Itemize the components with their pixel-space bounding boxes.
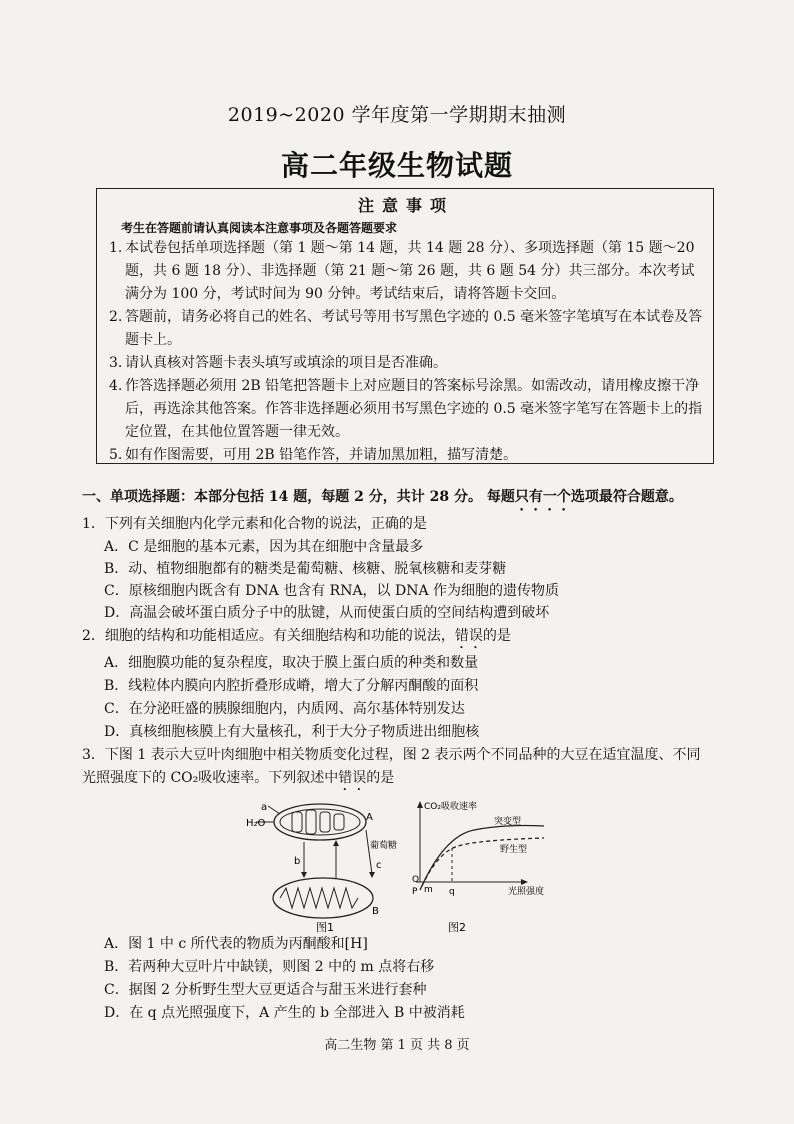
question-3-stem-part: 光照强度下的 CO₂吸收速率。下列叙述中: [82, 770, 339, 786]
question-3-stem-line2: [82, 768, 722, 794]
question-2-option-b: B．线粒体内膜向内腔折叠形成嵴，增大了分解丙酮酸的面积: [104, 678, 479, 694]
notice-item-number: 2.: [109, 309, 123, 325]
notice-title: 注意事项: [357, 196, 454, 215]
figure-1-caption: 图1: [316, 921, 334, 934]
notice-item: [109, 306, 703, 352]
exam-title-line1: 2019~2020 学年度第一学期期末抽测: [227, 104, 567, 126]
notice-subtitle: 考生在答题前请认真阅读本注意事项及各题答题要求: [121, 221, 398, 235]
question-1-option-c: C．原核细胞内既含有 DNA 也含有 RNA，以 DNA 作为细胞的遗传物质: [104, 583, 560, 599]
question-3-stem-part: 的是: [366, 770, 395, 786]
question-3-option-d: D．在 q 点光照强度下，A 产生的 b 全部进入 B 中被消耗: [104, 1005, 465, 1021]
notice-item-number: 5.: [109, 447, 123, 463]
section-heading: [82, 486, 683, 514]
notice-item-text: 如有作图需要，可用 2B 铅笔作答，并请加黑加粗，描写清楚。: [125, 447, 518, 463]
figure-1-label-A: A: [366, 812, 373, 823]
notice-item-number: 3.: [109, 355, 123, 371]
question-1-stem: 1．下列有关细胞内化学元素和化合物的说法，正确的是: [82, 516, 427, 532]
question-2-stem: [82, 626, 722, 652]
figure-2-graph: [404, 796, 584, 936]
question-1-option-b: B．动、植物细胞都有的糖类是葡萄糖、核糖、脱氧核糖和麦芽糖: [104, 561, 507, 577]
figure-1-label-c: c: [376, 860, 382, 871]
section-heading-part: 一、单项选择题：本部分包括 14 题，每题 2 分，共计 28 分。 每题: [82, 489, 515, 505]
figure-2-ylabel: CO₂吸收速率: [424, 802, 477, 812]
figure-2-mutant-label: 突变型: [494, 817, 522, 827]
mutant-curve: [420, 826, 544, 891]
question-2-option-d: D．真核细胞核膜上有大量核孔，利于大分子物质进出细胞核: [104, 724, 480, 740]
question-2-option-c: C．在分泌旺盛的胰腺细胞内，内质网、高尔基体特别发达: [104, 701, 465, 717]
figure-1-label-a: a: [261, 802, 268, 813]
notice-item-text: 答题前，请务必将自己的姓名、考试号等用书写黑色字迹的 0.5 毫米签字笔填写在本试卷及答题卡上。: [125, 309, 703, 348]
figure-2-xlabel: 光照强度: [508, 887, 545, 897]
figure-2-point-m: m: [424, 885, 433, 895]
question-3-option-b: B．若两种大豆叶片中缺镁，则图 2 中的 m 点将右移: [104, 959, 435, 975]
figure-1-diagram: [248, 796, 398, 936]
question-2-stem-part: 2．细胞的结构和功能相适应。有关细胞结构和功能的说法，: [82, 628, 455, 644]
figure-2-point-p: P: [412, 887, 418, 897]
mitochondrion-icon: [273, 878, 373, 918]
figure-1-label-b: b: [294, 856, 301, 867]
notice-item-number: 1.: [109, 240, 123, 256]
question-1-option-d: D．高温会破坏蛋白质分子中的肽键，从而使蛋白质的空间结构遭到破坏: [104, 605, 550, 621]
question-2-option-a: A．细胞膜功能的复杂程度，取决于膜上蛋白质的种类和数量: [104, 655, 479, 671]
figure-2-caption: 图2: [448, 921, 466, 934]
question-3-option-c: C．据图 2 分析野生型大豆更适合与甜玉米进行套种: [104, 982, 427, 998]
section-heading-emphasis: 只有一个: [514, 489, 571, 505]
chloroplast-icon: [274, 804, 366, 840]
figure-1-label-h2o: H₂O: [246, 818, 266, 829]
figure-1-label-glucose: 葡萄糖: [370, 841, 398, 851]
notice-item: [109, 237, 703, 306]
notice-item-text: 请认真核对答题卡表头填写或填涂的项目是否准确。: [125, 355, 447, 371]
figure-2-wild-label: 野生型: [500, 845, 528, 855]
notice-item-text: 本试卷包括单项选择题（第 1 题～第 14 题，共 14 题 28 分）、多项选择题（第 15 题～20 题，共 6 题 18 分）、非选择题（第 21 题～第 26 题，共 6 题 54 分）共三部分。本次考试满分为 100 分，考试时间为 90 分钟。考试结束后，请将答题卡交回。: [125, 240, 695, 302]
question-2-stem-part: 的是: [482, 628, 511, 644]
notice-item-text: 作答选择题必须用 2B 铅笔把答题卡上对应题目的答案标号涂黑。如需改动，请用橡皮擦干净后，再选涂其他答案。作答非选择题必须用书写黑色字迹的 0.5 毫米签字笔写在答题卡上的指定位置，在其他位置答题一律无效。: [125, 378, 703, 440]
figure-2-point-q: q: [449, 887, 455, 897]
section-heading-part: 选项最符合题意。: [570, 489, 683, 505]
page-footer: 高二生物 第 1 页 共 8 页: [324, 1038, 470, 1053]
notice-item-number: 4.: [109, 378, 123, 394]
question-3-stem-line1: 3．下图 1 表示大豆叶肉细胞中相关物质变化过程，图 2 表示两个不同品种的大豆在适宜温度、不同: [82, 747, 701, 763]
figure-2-origin-label: O: [412, 875, 420, 885]
notice-box: [96, 188, 714, 464]
question-1-option-a: A．C 是细胞的基本元素，因为其在细胞中含量最多: [104, 539, 424, 555]
question-3-option-a: A．图 1 中 c 所代表的物质为丙酮酸和[H]: [104, 936, 368, 952]
question-2-stem-emphasis: 错误: [454, 628, 483, 644]
exam-title-line2: 高二年级生物试题: [280, 149, 513, 182]
axis-arrow-icon: [416, 801, 528, 885]
figure-1-label-B: B: [372, 906, 379, 917]
question-3-stem-emphasis: 错误: [338, 770, 367, 786]
notice-item: [109, 375, 703, 444]
notice-item: [109, 444, 703, 467]
notice-item: [109, 352, 703, 375]
